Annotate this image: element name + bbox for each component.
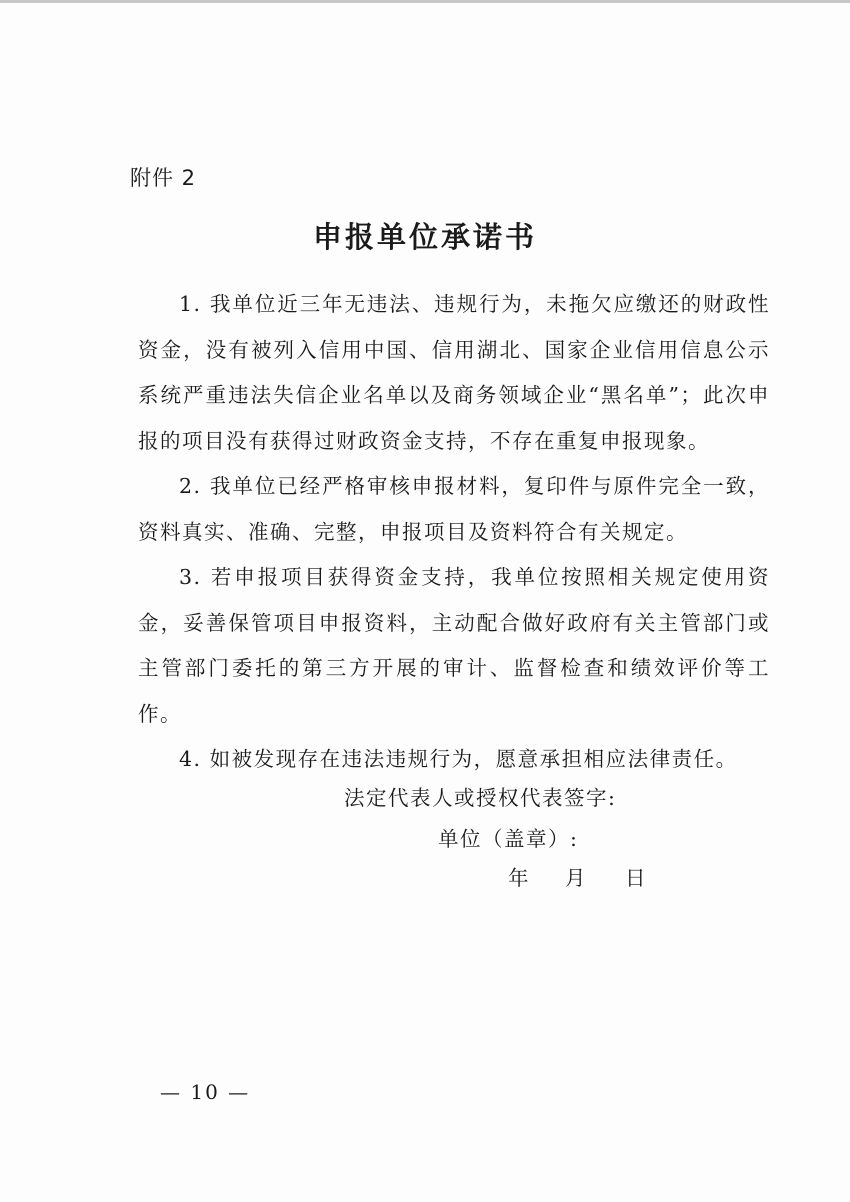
representative-signature-label: 法定代表人或授权代表签字: (344, 786, 617, 810)
date-year-label: 年 (508, 866, 529, 890)
commitment-paragraph-4: 4. 如被发现存在违法违规行为，愿意承担相应法律责任。 (179, 747, 738, 771)
page-number: — 10 — (160, 1080, 251, 1104)
commitment-paragraph-2: 2. 我单位已经严格审核申报材料，复印件与原件完全一致，资料真实、准确、完整，申报项目及资料符合有关规定。 (138, 474, 770, 544)
commitment-body (138, 282, 770, 783)
document-title: 申报单位承诺书 (312, 220, 537, 254)
commitment-paragraph-1: 1. 我单位近三年无违法、违规行为，未拖欠应缴还的财政性资金，没有被列入信用中国、信用湖北、国家企业信用信息公示系统严重违法失信企业名单以及商务领域企业“黑名单”；此次申报的项目没有获得过财政资金支持，不存在重复申报现象。 (138, 292, 770, 453)
unit-seal-label: 单位（盖章）: (438, 827, 579, 851)
date-day-label: 日 (625, 866, 646, 890)
commitment-paragraph-3: 3. 若申报项目获得资金支持，我单位按照相关规定使用资金，妥善保管项目申报资料，主动配合做好政府有关主管部门或主管部门委托的第三方开展的审计、监督检查和绩效评价等工作。 (138, 565, 770, 726)
scan-edge-line (0, 0, 850, 3)
date-month-label: 月 (565, 866, 586, 890)
attachment-label: 附件 2 (130, 166, 197, 190)
